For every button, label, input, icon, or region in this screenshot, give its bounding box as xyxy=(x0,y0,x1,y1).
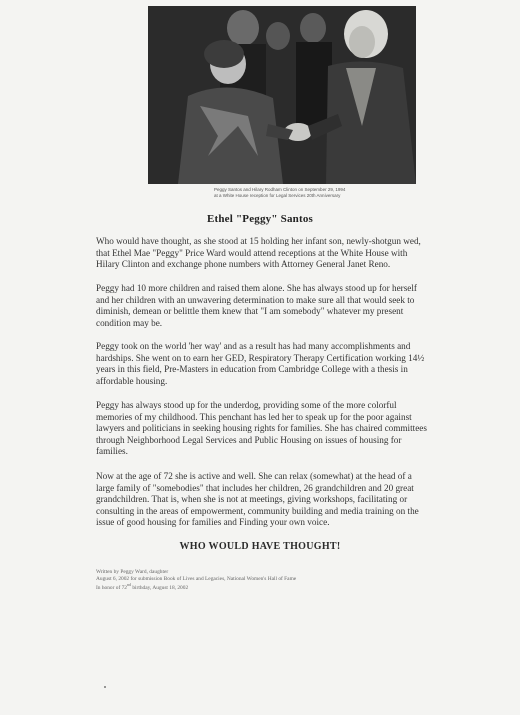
paragraph: Peggy has always stood up for the underdog, providing some of the more colorful memories of my childhood. This penchant has led her to speak up for the poor against lawyers and politicians in seeking housing rights for families. She has chaired committees through Neighborhood Legal Services and Public Housing on issues of housing for families. xyxy=(96,400,427,457)
caption-line: Peggy Santos and Hilary Rodham Clinton on September 29, 1994 xyxy=(214,187,346,192)
footer-line: August 6, 2002 for submission Book of Lives and Legacies, National Women's Hall of Fame xyxy=(96,575,297,582)
paragraph: Peggy took on the world 'her way' and as a result has had many accomplishments and hardships. She went on to earn her GED, Respiratory Therapy Certification working 14½ years in this field, Pre-Masters in education from Cambridge College with a thesis in affordable housing. xyxy=(96,341,425,386)
caption-line: at a White House reception for Legal Services 20th Anniversary xyxy=(214,193,341,198)
paragraph: Now at the age of 72 she is active and well. She can relax (somewhat) at the head of a large family of "somebodies" that includes her children, 26 grandchildren and 20 great grandchildren. That is, when she is not at meetings, giving workshops, facilitating or consulting in the areas of empowerment, community building and media training on the issue of good housing for families and Finding your own voice. xyxy=(96,471,419,528)
footer-credits xyxy=(96,569,396,592)
footer-line xyxy=(96,582,396,591)
scan-speck xyxy=(104,686,106,688)
document-title: Ethel "Peggy" Santos xyxy=(206,213,314,225)
photograph xyxy=(148,6,416,184)
paragraph: Peggy had 10 more children and raised them alone. She has always stood up for herself and her children with an unwavering determination to make sure all that would seek to diminish, demean or belittle them knew that "I am somebody" whatever my present condition may be. xyxy=(96,283,417,328)
footer-text: birthday, August 18, 2002 xyxy=(131,584,189,591)
footer-text: In honor of 72 xyxy=(96,584,127,591)
paragraph: Who would have thought, as she stood at 15 holding her infant son, newly-shotgun wed, that Ethel Mae "Peggy" Price Ward would attend receptions at the White House with Hilary Clinton and exchange phone numbers with Attorney General Janet Reno. xyxy=(96,236,421,270)
photo-illustration xyxy=(148,6,416,184)
closing-heading: WHO WOULD HAVE THOUGHT! xyxy=(179,541,341,552)
photo-caption xyxy=(214,187,394,199)
ordinal-suffix: nd xyxy=(127,582,131,588)
footer-line: Written by Peggy Ward, daughter xyxy=(96,569,169,575)
